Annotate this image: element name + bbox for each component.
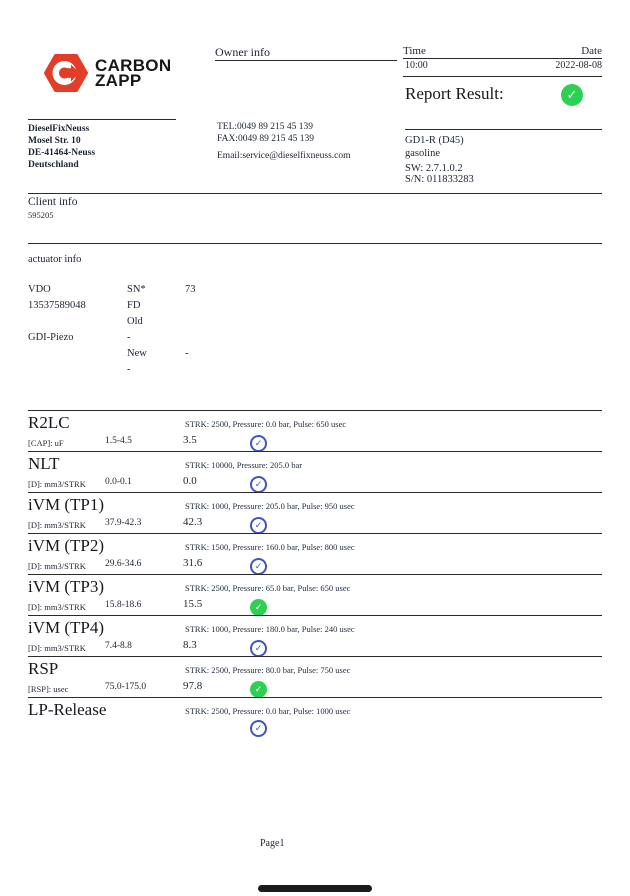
- test-unit: [D]: mm3/STRK: [28, 602, 86, 612]
- owner-email: Email:service@dieselfixneuss.com: [217, 151, 351, 161]
- test-value: 42.3: [183, 516, 203, 528]
- test-name: NLT: [28, 454, 60, 473]
- test-name: RSP: [28, 659, 59, 678]
- test-unit: [D]: mm3/STRK: [28, 561, 86, 571]
- test-value: 8.3: [183, 639, 197, 651]
- actuator-type: GDI-Piezo: [28, 332, 74, 343]
- device-fuel: gasoline: [405, 148, 440, 159]
- test-parameters: STRK: 2500, Pressure: 80.0 bar, Pulse: 750 usec: [185, 665, 351, 675]
- test-range: 37.9-42.3: [105, 518, 142, 528]
- test-parameters: STRK: 2500, Pressure: 0.0 bar, Pulse: 650 usec: [185, 419, 347, 429]
- carbon-zapp-logo-icon: [44, 54, 88, 92]
- test-parameters: STRK: 1000, Pressure: 180.0 bar, Pulse: 240 usec: [185, 624, 355, 634]
- client-bottomline: [28, 243, 602, 244]
- actuator-row: [28, 298, 225, 314]
- actuator-sn-value: 73: [185, 284, 196, 295]
- home-indicator: [258, 885, 372, 892]
- actuator-row: New -: [28, 346, 225, 362]
- time-date-underline: [403, 58, 602, 59]
- actuator-row: -: [127, 364, 131, 375]
- time-label: Time: [403, 45, 426, 57]
- test-pass-check-icon: ✓: [250, 435, 267, 452]
- test-unit: [D]: mm3/STRK: [28, 520, 86, 530]
- test-name: iVM (TP4): [28, 618, 105, 637]
- test-pass-check-icon: ✓: [250, 476, 267, 493]
- date-label: Date: [581, 45, 602, 57]
- page-number: Page1: [260, 838, 285, 849]
- actuator-sn-label: SN*: [127, 284, 146, 295]
- actuator-part-number: 13537589048: [28, 300, 86, 311]
- date-value: 2022-08-08: [555, 60, 602, 71]
- owner-country: Deutschland: [28, 160, 79, 170]
- test-value: 3.5: [183, 434, 197, 446]
- test-name: iVM (TP3): [28, 577, 105, 596]
- test-unit: [D]: mm3/STRK: [28, 643, 86, 653]
- test-parameters: STRK: 1500, Pressure: 160.0 bar, Pulse: 800 usec: [185, 542, 355, 552]
- owner-tel: TEL:0049 89 215 45 139: [217, 122, 314, 132]
- actuator-row: [28, 314, 225, 330]
- owner-fax: FAX:0049 89 215 45 139: [217, 134, 314, 144]
- test-range: 0.0-0.1: [105, 477, 132, 487]
- device-model: GD1-R (D45): [405, 135, 464, 146]
- actuator-old-label: Old: [127, 316, 143, 327]
- test-name: R2LC: [28, 413, 70, 432]
- client-number: 595205: [28, 210, 54, 220]
- test-pass-check-icon: ✓: [250, 640, 267, 657]
- test-value: 31.6: [183, 557, 203, 569]
- brand-line1: CARBON: [95, 56, 172, 75]
- test-pass-check-icon: ✓: [250, 599, 267, 616]
- test-row-ivm-tp2: [28, 533, 602, 574]
- test-row-lp-release: [28, 697, 602, 738]
- brand-line2: ZAPP: [95, 71, 142, 90]
- device-topline: [405, 129, 602, 130]
- owner-info-underline: [215, 60, 397, 61]
- test-value: 97.8: [183, 680, 203, 692]
- test-unit: [D]: mm3/STRK: [28, 479, 86, 489]
- test-parameters: STRK: 2500, Pressure: 0.0 bar, Pulse: 1000 usec: [185, 706, 351, 716]
- owner-city: DE-41464-Neuss: [28, 148, 96, 158]
- address-topline: [28, 119, 176, 120]
- actuator-make: VDO: [28, 284, 51, 295]
- owner-name: DieselFixNeuss: [28, 124, 90, 134]
- test-parameters: STRK: 1000, Pressure: 205.0 bar, Pulse: 950 usec: [185, 501, 355, 511]
- brand-name: [95, 58, 171, 88]
- device-info: [405, 134, 474, 185]
- test-pass-check-icon: ✓: [250, 517, 267, 534]
- test-name: iVM (TP2): [28, 536, 105, 555]
- test-unit: [RSP]: usec: [28, 684, 69, 694]
- test-range: 15.8-18.6: [105, 600, 142, 610]
- test-row-ivm-tp3: [28, 574, 602, 615]
- test-row-nlt: [28, 451, 602, 492]
- actuator-fd-label: FD: [127, 300, 141, 311]
- time-value: 10:00: [405, 60, 428, 71]
- device-sn: S/N: 011833283: [405, 174, 474, 185]
- device-sw: SW: 2.7.1.0.2: [405, 163, 463, 174]
- test-name: LP-Release: [28, 700, 107, 719]
- test-pass-check-icon: ✓: [250, 681, 267, 698]
- actuator-row: [28, 282, 225, 298]
- client-topline: [28, 193, 602, 194]
- owner-info-heading: Owner info: [215, 45, 270, 59]
- test-row-ivm-tp1: [28, 492, 602, 533]
- owner-address: [28, 123, 95, 171]
- actuator-new-label: New: [127, 348, 147, 359]
- test-unit: [CAP]: uF: [28, 438, 64, 448]
- actuator-row: GDI-Piezo -: [28, 330, 225, 346]
- time-values-underline: [403, 76, 602, 77]
- owner-contact: [217, 121, 351, 162]
- test-name: iVM (TP1): [28, 495, 105, 514]
- test-range: 1.5-4.5: [105, 436, 132, 446]
- report-result-label: Report Result:: [405, 84, 504, 103]
- test-row-rsp: [28, 656, 602, 697]
- test-pass-check-icon: ✓: [250, 720, 267, 737]
- actuator-grid: [28, 282, 225, 378]
- test-range: 75.0-175.0: [105, 682, 147, 692]
- brand-logo: [44, 54, 171, 92]
- owner-street: Mosel Str. 10: [28, 136, 81, 146]
- report-result-check-icon: ✓: [561, 84, 583, 106]
- actuator-info-heading: actuator info: [28, 254, 82, 265]
- test-parameters: STRK: 10000, Pressure: 205.0 bar: [185, 460, 303, 470]
- client-info-heading: Client info: [28, 196, 78, 208]
- test-value: 15.5: [183, 598, 203, 610]
- time-date-header: [403, 45, 602, 57]
- test-range: 29.6-34.6: [105, 559, 142, 569]
- test-parameters: STRK: 2500, Pressure: 65.0 bar, Pulse: 650 usec: [185, 583, 351, 593]
- test-pass-check-icon: ✓: [250, 558, 267, 575]
- time-date-values: [405, 60, 602, 71]
- test-results-table: [28, 410, 602, 738]
- test-row-r2lc: [28, 410, 602, 451]
- test-value: 0.0: [183, 475, 197, 487]
- test-row-ivm-tp4: [28, 615, 602, 656]
- test-range: 7.4-8.8: [105, 641, 132, 651]
